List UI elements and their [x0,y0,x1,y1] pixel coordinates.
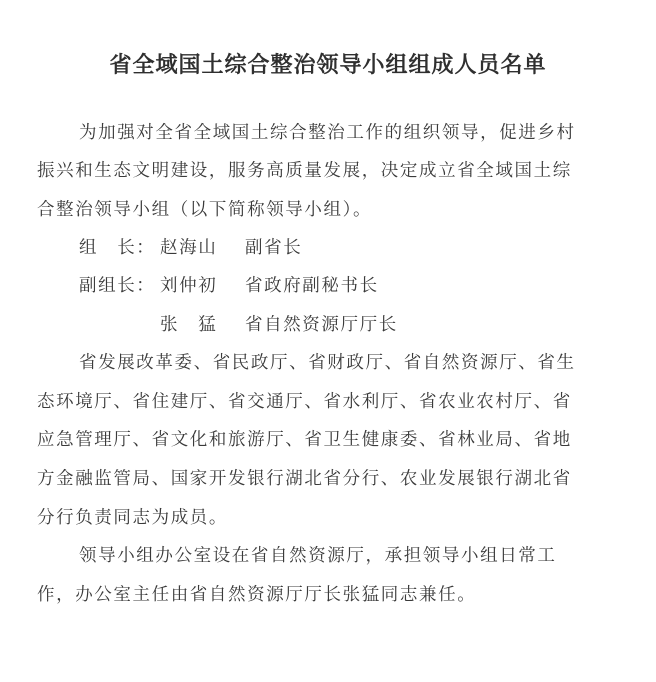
members-line: 应急管理厅、省文化和旅游厅、省卫生健康委、省林业局、省地 [37,430,572,450]
deputy-row [79,275,639,297]
leader-row [79,237,639,259]
members-line: 省发展改革委、省民政厅、省财政厅、省自然资源厅、省生 [79,353,576,373]
members-line: 方金融监管局、国家开发银行湖北省分行、农业发展银行湖北省 [37,469,572,489]
office-line: 领导小组办公室设在省自然资源厅，承担领导小组日常工 [79,546,557,566]
deputy-name: 刘仲初 [160,276,218,296]
deputy-label: 副组长： [79,276,156,296]
members-line: 分行负责同志为成员。 [37,508,228,528]
intro-line: 振兴和生态文明建设，服务高质量发展，决定成立省全域国土综 [37,161,572,181]
intro-line: 合整治领导小组（以下简称领导小组）。 [37,200,373,220]
deputy-name: 张 猛 [160,315,218,335]
office-line: 作，办公室主任由省自然资源厅厅长张猛同志兼任。 [37,585,477,605]
deputy-position: 省自然资源厅厅长 [245,315,398,335]
deputy-position: 省政府副秘书长 [245,276,379,296]
leader-label: 组 长： [79,238,156,258]
leader-position: 副省长 [245,238,303,258]
leader-name: 赵海山 [160,238,218,258]
document-title: 省全域国土综合整治领导小组组成人员名单 [109,53,547,78]
intro-line: 为加强对全省全域国土综合整治工作的组织领导，促进乡村 [79,123,576,143]
members-line: 态环境厅、省住建厅、省交通厅、省水利厅、省农业农村厅、省 [37,392,572,412]
